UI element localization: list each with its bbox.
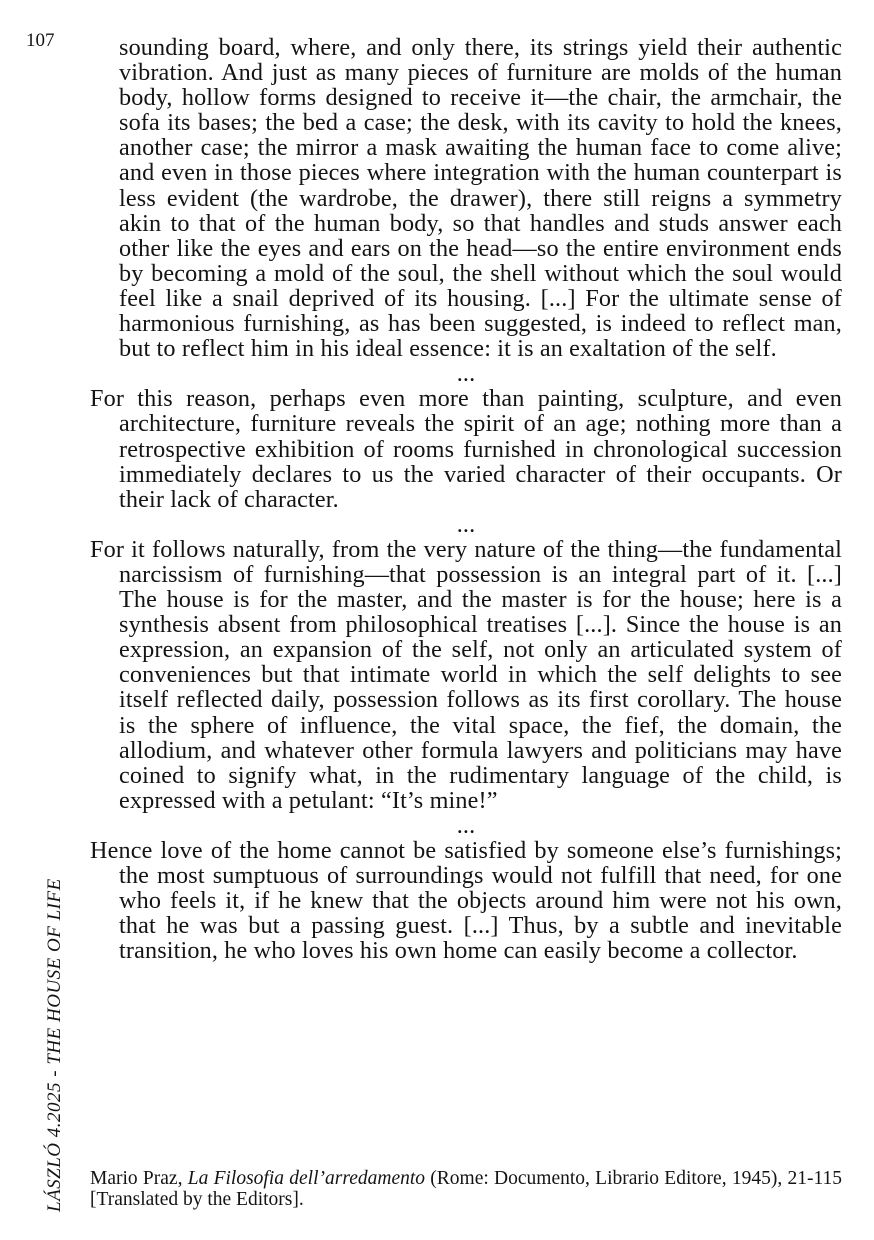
page-number: 107 [26, 30, 55, 51]
source-title: La Filosofia dell’arredamento [187, 1168, 426, 1189]
paragraph-3: For it follows naturally, from the very nature of the thing—the fundamental narcissism of furnishing—that possession is an integral part of it. [...] The house is for the master, and the master is for the house; here is a synthesis absent from philosophical treatises [...]. Since the house is an expression, an expansion of the self, not only an articulated system of conveniences but that intimate world in which the self delights to see itself reflected daily, possession follows as its first corollary. The house is the sphere of influence, the vital space, the fief, the domain, the allodium, and whatever other formula lawyers and politicians may have coined to signify what, in the rudimentary language of the child, is expressed with a petulant: “It’s mine!” [90, 535, 842, 814]
paragraph-2: For this reason, perhaps even more than painting, sculpture, and even architecture, furniture reveals the spirit of an age; nothing more than a retrospective exhibition of rooms furnished in chronological succession immediately declares to us the varied character of their occupants. Or their lack of character. [90, 385, 842, 513]
section-separator-1: ... [456, 360, 476, 388]
source-details: (Rome: Documento, Librario Editore, 1945), 21-115 [Translated by the Editors]. [90, 1168, 842, 1210]
source-author: Mario Praz, [90, 1168, 183, 1189]
section-separator-3: ... [456, 811, 476, 839]
source-citation [90, 1168, 842, 1210]
section-separator-2: ... [456, 510, 476, 538]
paragraph-1: sounding board, where, and only there, its strings yield their authentic vibration. And just as many pieces of furniture are molds of the human body, hollow forms designed to receive it—the chair, the armchair, the sofa its bases; the bed a case; the desk, with its cavity to hold the knees, another case; the mirror a mask awaiting the human face to come alive; and even in those pieces where integration with the human counterpart is less evident (the wardrobe, the drawer), there still reigns a symmetry akin to that of the human body, so that handles and studs answer each other like the eyes and ears on the head—so the entire environment ends by becoming a mold of the soul, the shell without which the soul would feel like a snail deprived of its housing. [...] For the ultimate sense of harmonious furnishing, as has been suggested, is indeed to reflect man, but to reflect him in his ideal essence: it is an exaltation of the self. [119, 34, 842, 363]
body-text [90, 35, 842, 963]
running-title: LÁSZLÓ 4.2025 - THE HOUSE OF LIFE [44, 878, 65, 1212]
paragraph-4: Hence love of the home cannot be satisfied by someone else’s furnishings; the most sumptuous of surroundings would not fulfill that need, for one who feels it, if he knew that the objects around him were not his own, that he was but a passing guest. [...] Thus, by a subtle and inevitable transition, he who loves his own home can easily become a collector. [90, 837, 842, 965]
